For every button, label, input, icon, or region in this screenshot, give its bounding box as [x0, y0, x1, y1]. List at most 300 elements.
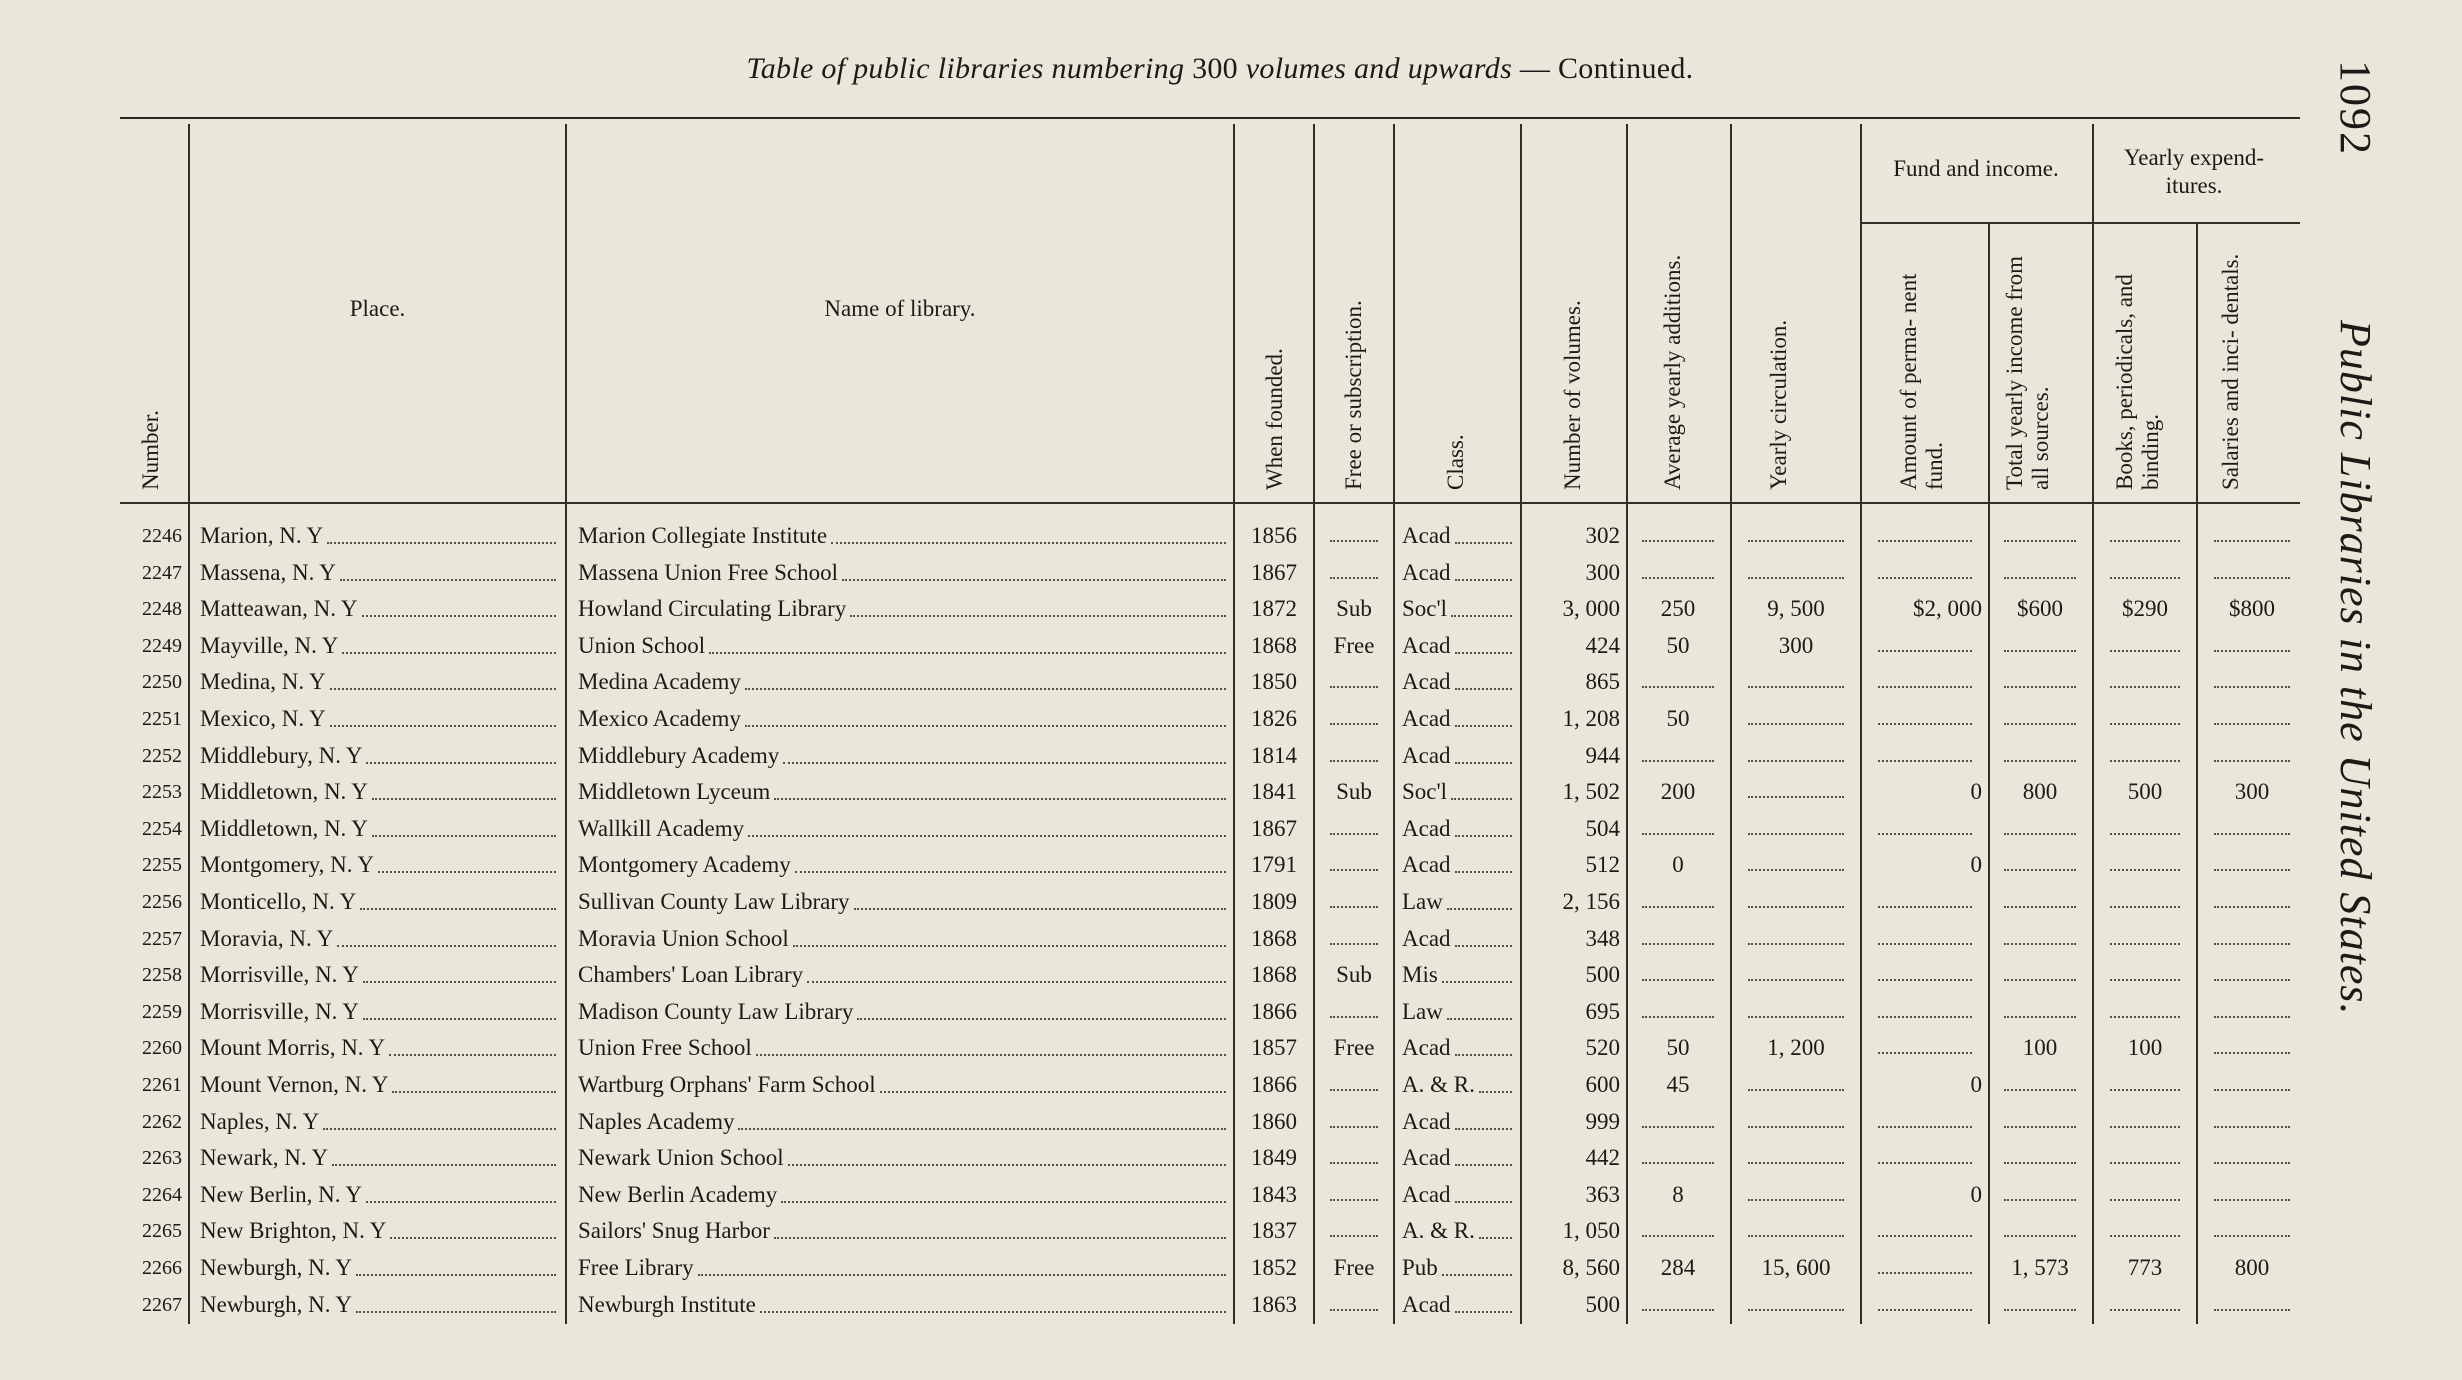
cell-income [1994, 884, 2086, 920]
cell-books [2100, 1287, 2190, 1323]
cell-sal [2204, 1287, 2300, 1323]
cell-vol: 865 [1585, 669, 1620, 695]
cell-add [1632, 811, 1724, 847]
cell-circ [1738, 518, 1854, 554]
cell-no: 2266 [142, 1257, 182, 1279]
cell-books [2100, 1177, 2190, 1213]
cell-vol: 520 [1585, 1035, 1620, 1061]
header-exp-group: Yearly expend- itures. [2123, 145, 2265, 198]
cell-books [2100, 921, 2190, 957]
cell-name: Howland Circulating Library [578, 591, 1228, 627]
cell-name: New Berlin Academy [578, 1177, 1228, 1213]
cell-place: Matteawan, N. Y [200, 591, 558, 627]
top-rule [120, 117, 2300, 119]
table-row [0, 811, 2462, 848]
cell-circ [1738, 957, 1854, 993]
cell-founded: 1849 [1251, 1145, 1297, 1171]
cell-fund [1868, 1250, 1982, 1286]
cell-sal [2204, 628, 2300, 664]
cell-circ [1738, 1177, 1854, 1213]
cell-place: Middletown, N. Y [200, 811, 558, 847]
cell-place: Massena, N. Y [200, 555, 558, 591]
cell-income [1994, 957, 2086, 993]
cell-fund [1868, 811, 1982, 847]
cell-fund [1868, 1287, 1982, 1323]
cell-name: Massena Union Free School [578, 555, 1228, 591]
cell-fund: 0 [1970, 1181, 1982, 1207]
cell-founded: 1866 [1251, 998, 1297, 1024]
cell-income: 100 [2022, 1035, 2058, 1061]
cell-add: 284 [1660, 1255, 1696, 1280]
cell-circ [1738, 701, 1854, 737]
cell-no: 2265 [142, 1220, 182, 1243]
cell-vol: 3, 000 [1562, 596, 1620, 622]
cell-place: Mexico, N. Y [200, 701, 558, 737]
cell-income [1994, 518, 2086, 554]
cell-class: Acad [1402, 518, 1514, 554]
table-title: Table of public libraries numbering 300 volumes and upwards — Continued. [746, 52, 1694, 85]
cell-sal [2204, 738, 2300, 774]
cell-fund [1868, 957, 1982, 993]
cell-founded: 1826 [1251, 706, 1297, 731]
cell-place: Mayville, N. Y [200, 628, 558, 664]
cell-founded: 1868 [1251, 962, 1297, 988]
cell-vol: 500 [1585, 962, 1620, 988]
cell-income: 800 [2022, 779, 2058, 805]
cell-founded: 1856 [1251, 523, 1297, 548]
cell-add: 50 [1666, 706, 1690, 731]
cell-no: 2246 [142, 525, 182, 547]
cell-add: 0 [1672, 852, 1684, 878]
cell-vol: 2, 156 [1562, 889, 1620, 914]
cell-place: Marion, N. Y [200, 518, 558, 554]
cell-fund [1868, 664, 1982, 700]
cell-no: 2256 [142, 891, 182, 913]
cell-class: A. & R. [1402, 1067, 1514, 1103]
cell-free: Sub [1336, 962, 1372, 988]
cell-no: 2251 [142, 708, 182, 730]
cell-sal [2204, 994, 2300, 1030]
header-income: Total yearly income from all sources. [2002, 255, 2053, 490]
table-row [0, 1287, 2462, 1324]
cell-place: Montgomery, N. Y [200, 847, 558, 883]
cell-founded: 1866 [1251, 1072, 1297, 1097]
cell-name: Wartburg Orphans' Farm School [578, 1067, 1228, 1103]
table-row [0, 701, 2462, 738]
cell-income [1994, 664, 2086, 700]
cell-no: 2260 [142, 1037, 182, 1060]
cell-sal: 800 [2234, 1255, 2270, 1280]
cell-circ [1738, 1104, 1854, 1140]
cell-add [1632, 884, 1724, 920]
cell-add: 50 [1666, 632, 1690, 658]
cell-vol: 500 [1585, 1291, 1620, 1317]
cell-place: Middlebury, N. Y [200, 738, 558, 774]
cell-class: Acad [1402, 555, 1514, 591]
header-additions: Average yearly additions. [1660, 254, 1685, 490]
cell-founded: 1860 [1251, 1108, 1297, 1134]
cell-name: Marion Collegiate Institute [578, 518, 1228, 554]
cell-place: Newark, N. Y [200, 1140, 558, 1176]
cell-add [1632, 738, 1724, 774]
cell-add [1632, 1140, 1724, 1176]
cell-no: 2247 [142, 561, 182, 584]
cell-founded: 1867 [1251, 815, 1297, 841]
cell-fund [1868, 1213, 1982, 1249]
cell-circ [1738, 811, 1854, 847]
cell-books [2100, 1104, 2190, 1140]
cell-founded: 1841 [1251, 779, 1297, 805]
cell-free [1320, 1067, 1388, 1103]
cell-books: 100 [2127, 1035, 2163, 1061]
cell-vol: 1, 050 [1562, 1218, 1620, 1244]
table-row [0, 884, 2462, 921]
cell-free [1320, 555, 1388, 591]
cell-no: 2267 [142, 1293, 182, 1316]
cell-books [2100, 957, 2190, 993]
header-founded: When founded. [1262, 348, 1287, 490]
cell-free [1320, 1140, 1388, 1176]
cell-fund: 0 [1970, 852, 1982, 878]
cell-vol: 512 [1585, 852, 1620, 878]
cell-books [2100, 628, 2190, 664]
cell-fund [1868, 518, 1982, 554]
table-row [0, 1177, 2462, 1214]
cell-name: Naples Academy [578, 1104, 1228, 1140]
cell-founded: 1850 [1251, 669, 1297, 695]
cell-free: Free [1333, 632, 1375, 658]
cell-no: 2262 [142, 1110, 182, 1133]
cell-circ [1738, 1067, 1854, 1103]
cell-books [2100, 994, 2190, 1030]
table-row [0, 628, 2462, 665]
cell-income [1994, 555, 2086, 591]
cell-vol: 944 [1585, 742, 1620, 768]
table-row [0, 555, 2462, 592]
cell-free [1320, 701, 1388, 737]
cell-fund [1868, 555, 1982, 591]
cell-fund [1868, 701, 1982, 737]
cell-class: Acad [1402, 1030, 1514, 1066]
cell-sal [2204, 1177, 2300, 1213]
cell-vol: 424 [1585, 632, 1620, 658]
cell-income [1994, 738, 2086, 774]
running-title: Public Libraries in the United States. [2331, 320, 2380, 1016]
header-salaries: Salaries and inci- dentals. [2218, 253, 2243, 490]
cell-add [1632, 1213, 1724, 1249]
cell-name: Wallkill Academy [578, 811, 1228, 847]
cell-income [1994, 1140, 2086, 1176]
table-row [0, 994, 2462, 1031]
cell-vol: 300 [1585, 559, 1620, 585]
cell-vol: 8, 560 [1562, 1255, 1620, 1280]
cell-no: 2254 [142, 817, 182, 840]
cell-books [2100, 1213, 2190, 1249]
cell-circ: 9, 500 [1767, 596, 1825, 622]
cell-name: Newburgh Institute [578, 1287, 1228, 1323]
cell-place: Naples, N. Y [200, 1104, 558, 1140]
header-place: Place. [349, 296, 406, 321]
table-row [0, 1104, 2462, 1141]
cell-sal: $800 [2229, 596, 2275, 622]
cell-add [1632, 957, 1724, 993]
cell-name: Medina Academy [578, 664, 1228, 700]
table-row [0, 957, 2462, 994]
cell-vol: 600 [1585, 1072, 1620, 1097]
cell-circ [1738, 847, 1854, 883]
cell-name: Chambers' Loan Library [578, 957, 1228, 993]
cell-income [1994, 994, 2086, 1030]
cell-founded: 1863 [1251, 1291, 1297, 1317]
cell-books: $290 [2122, 596, 2168, 622]
cell-no: 2252 [142, 744, 182, 767]
cell-name: Middlebury Academy [578, 738, 1228, 774]
cell-place: Mount Morris, N. Y [200, 1030, 558, 1066]
cell-class: Soc'l [1402, 591, 1514, 627]
cell-free [1320, 1104, 1388, 1140]
cell-add: 50 [1666, 1035, 1690, 1061]
table-row [0, 1140, 2462, 1177]
cell-income: $600 [2017, 596, 2063, 622]
cell-class: Acad [1402, 664, 1514, 700]
header-volumes: Number of volumes. [1560, 300, 1585, 490]
cell-class: Soc'l [1402, 774, 1514, 810]
cell-fund [1868, 738, 1982, 774]
cell-free: Free [1333, 1035, 1375, 1061]
cell-free: Sub [1336, 596, 1372, 622]
cell-fund [1868, 1140, 1982, 1176]
cell-free [1320, 1177, 1388, 1213]
cell-free: Sub [1336, 779, 1372, 805]
cell-add [1632, 1104, 1724, 1140]
table-row [0, 1213, 2462, 1250]
cell-sal [2204, 664, 2300, 700]
cell-place: Morrisville, N. Y [200, 957, 558, 993]
header-class: Class. [1443, 434, 1468, 490]
cell-class: Acad [1402, 738, 1514, 774]
cell-books [2100, 1067, 2190, 1103]
cell-circ [1738, 774, 1854, 810]
cell-vol: 442 [1585, 1145, 1620, 1171]
cell-add: 45 [1666, 1072, 1690, 1097]
cell-fund: 0 [1970, 779, 1982, 805]
cell-free [1320, 921, 1388, 957]
cell-name: Union Free School [578, 1030, 1228, 1066]
cell-class: Acad [1402, 1140, 1514, 1176]
table-row [0, 664, 2462, 701]
header-circulation: Yearly circulation. [1766, 319, 1791, 490]
cell-circ [1738, 921, 1854, 957]
table-row [0, 738, 2462, 775]
cell-place: Middletown, N. Y [200, 774, 558, 810]
cell-free [1320, 518, 1388, 554]
cell-free [1320, 994, 1388, 1030]
cell-sal [2204, 921, 2300, 957]
cell-books [2100, 884, 2190, 920]
cell-books [2100, 518, 2190, 554]
cell-sal [2204, 555, 2300, 591]
cell-vol: 1, 502 [1562, 779, 1620, 805]
cell-sal [2204, 1140, 2300, 1176]
cell-class: Acad [1402, 811, 1514, 847]
cell-add [1632, 921, 1724, 957]
cell-fund [1868, 994, 1982, 1030]
cell-place: New Berlin, N. Y [200, 1177, 558, 1213]
cell-founded: 1837 [1251, 1218, 1297, 1244]
header-name: Name of library. [824, 296, 976, 321]
cell-circ [1738, 664, 1854, 700]
cell-no: 2257 [142, 927, 182, 950]
cell-founded: 1852 [1251, 1255, 1297, 1280]
cell-sal [2204, 1104, 2300, 1140]
cell-class: Acad [1402, 847, 1514, 883]
page-number: 1092 [2331, 60, 2380, 156]
header-rule [120, 502, 2300, 504]
table-row [0, 1250, 2462, 1287]
cell-add [1632, 994, 1724, 1030]
cell-circ [1738, 738, 1854, 774]
cell-sal [2204, 884, 2300, 920]
cell-class: Law [1402, 884, 1514, 920]
header-books: Books, periodicals, and binding. [2112, 274, 2163, 490]
cell-fund [1868, 1104, 1982, 1140]
cell-free [1320, 847, 1388, 883]
cell-sal [2204, 847, 2300, 883]
group-rule [1860, 222, 2300, 224]
table-row [0, 847, 2462, 884]
cell-class: Acad [1402, 1104, 1514, 1140]
cell-books [2100, 555, 2190, 591]
cell-no: 2253 [142, 781, 182, 804]
cell-class: Acad [1402, 1287, 1514, 1323]
cell-books [2100, 664, 2190, 700]
cell-add [1632, 555, 1724, 591]
cell-place: Mount Vernon, N. Y [200, 1067, 558, 1103]
cell-fund [1868, 628, 1982, 664]
cell-founded: 1843 [1251, 1181, 1297, 1207]
cell-name: Mexico Academy [578, 701, 1228, 737]
cell-income [1994, 628, 2086, 664]
cell-vol: 999 [1585, 1108, 1620, 1134]
cell-class: Pub [1402, 1250, 1514, 1286]
cell-class: Acad [1402, 628, 1514, 664]
cell-founded: 1872 [1251, 596, 1297, 622]
cell-name: Madison County Law Library [578, 994, 1228, 1030]
cell-no: 2264 [142, 1183, 182, 1206]
cell-founded: 1868 [1251, 925, 1297, 951]
cell-place: New Brighton, N. Y [200, 1213, 558, 1249]
cell-founded: 1809 [1251, 889, 1297, 914]
cell-name: Newark Union School [578, 1140, 1228, 1176]
cell-income: 1, 573 [2011, 1255, 2069, 1280]
cell-name: Moravia Union School [578, 921, 1228, 957]
cell-class: Acad [1402, 921, 1514, 957]
cell-place: Morrisville, N. Y [200, 994, 558, 1030]
cell-sal [2204, 957, 2300, 993]
cell-name: Montgomery Academy [578, 847, 1228, 883]
cell-no: 2250 [142, 671, 182, 694]
header-fund: Amount of perma- nent fund. [1896, 273, 1947, 490]
cell-income [1994, 701, 2086, 737]
cell-name: Middletown Lyceum [578, 774, 1228, 810]
cell-no: 2248 [142, 598, 182, 621]
cell-books [2100, 701, 2190, 737]
cell-class: Mis [1402, 957, 1514, 993]
cell-sal [2204, 701, 2300, 737]
cell-income [1994, 921, 2086, 957]
cell-add [1632, 1287, 1724, 1323]
cell-vol: 504 [1585, 815, 1620, 841]
cell-founded: 1814 [1251, 742, 1297, 768]
cell-no: 2263 [142, 1147, 182, 1170]
cell-free [1320, 811, 1388, 847]
table-row [0, 1067, 2462, 1104]
cell-free [1320, 738, 1388, 774]
cell-founded: 1791 [1251, 852, 1297, 878]
cell-fund: 0 [1970, 1072, 1982, 1097]
cell-add [1632, 664, 1724, 700]
cell-vol: 302 [1585, 523, 1620, 548]
cell-circ [1738, 1140, 1854, 1176]
cell-income [1994, 811, 2086, 847]
table-row [0, 518, 2462, 555]
cell-vol: 1, 208 [1562, 706, 1620, 731]
cell-vol: 695 [1585, 998, 1620, 1024]
cell-class: A. & R. [1402, 1213, 1514, 1249]
cell-income [1994, 1067, 2086, 1103]
cell-books [2100, 847, 2190, 883]
cell-books [2100, 1140, 2190, 1176]
cell-vol: 363 [1585, 1181, 1620, 1207]
cell-sal [2204, 1067, 2300, 1103]
cell-founded: 1867 [1251, 559, 1297, 585]
cell-place: Newburgh, N. Y [200, 1287, 558, 1323]
cell-add: 250 [1660, 596, 1696, 622]
table-row [0, 774, 2462, 811]
cell-fund: $2, 000 [1913, 596, 1982, 622]
cell-circ: 300 [1778, 632, 1814, 658]
cell-class: Acad [1402, 1177, 1514, 1213]
cell-free: Free [1333, 1255, 1375, 1280]
cell-name: Union School [578, 628, 1228, 664]
cell-income [1994, 847, 2086, 883]
cell-books: 500 [2127, 779, 2163, 805]
cell-sal [2204, 811, 2300, 847]
cell-circ [1738, 994, 1854, 1030]
cell-free [1320, 664, 1388, 700]
header-fund-group: Fund and income. [1893, 156, 2059, 181]
cell-free [1320, 1213, 1388, 1249]
cell-name: Sullivan County Law Library [578, 884, 1228, 920]
cell-circ [1738, 1287, 1854, 1323]
cell-vol: 348 [1585, 925, 1620, 951]
cell-no: 2255 [142, 854, 182, 877]
cell-circ [1738, 1213, 1854, 1249]
cell-no: 2249 [142, 634, 182, 657]
cell-add [1632, 518, 1724, 554]
cell-circ: 15, 600 [1761, 1255, 1831, 1280]
table-row [0, 591, 2462, 628]
table-row [0, 921, 2462, 958]
cell-place: Newburgh, N. Y [200, 1250, 558, 1286]
cell-fund [1868, 884, 1982, 920]
cell-free [1320, 1287, 1388, 1323]
cell-sal [2204, 1213, 2300, 1249]
cell-books [2100, 738, 2190, 774]
cell-add: 8 [1672, 1181, 1684, 1207]
cell-place: Medina, N. Y [200, 664, 558, 700]
cell-no: 2259 [142, 1000, 182, 1023]
